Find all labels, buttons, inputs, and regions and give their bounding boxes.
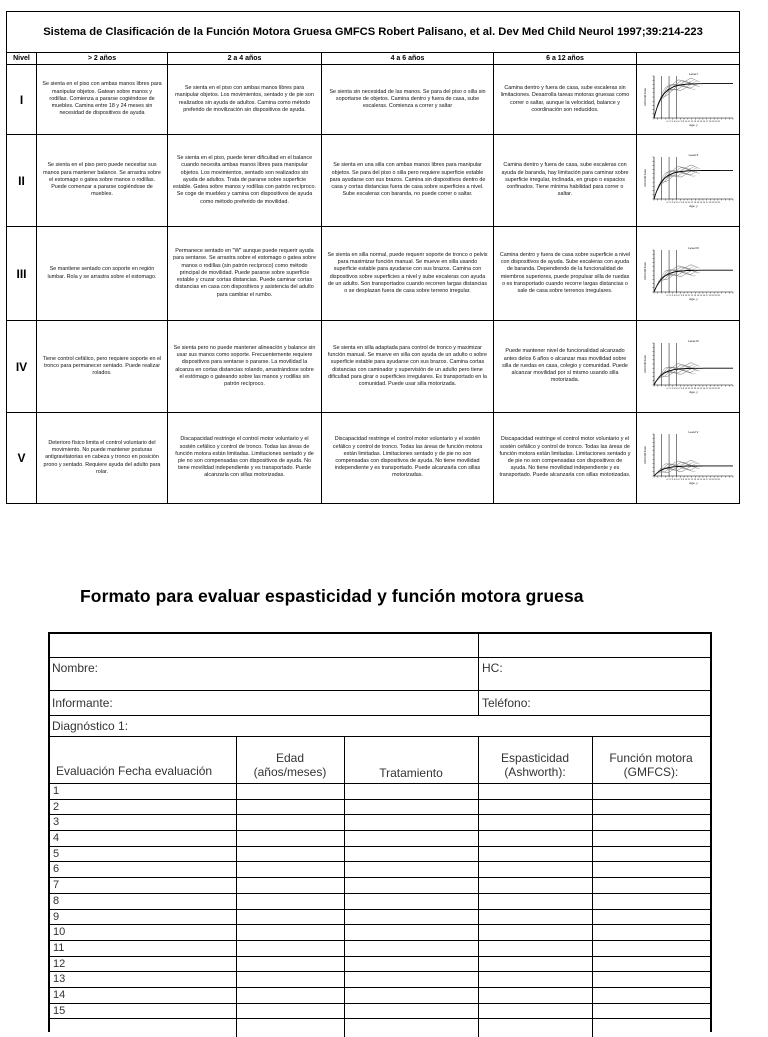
evaluation-row — [50, 957, 710, 973]
level-1-growth-chart — [637, 65, 740, 135]
chart-trajectory — [658, 87, 691, 107]
chart-y-label: GMFM-66 Score — [644, 261, 647, 280]
level-1-age-4-6: Se sienta sin necesidad de las manos. Se para del piso o silla sin soportarse de objetos. Camina dentro y fuera de casa, sube escaleras. Comienza a correr y saltar — [322, 65, 494, 135]
evaluation-row-number: 2 — [53, 800, 60, 813]
col-tratamiento: Tratamiento — [379, 766, 443, 780]
level-1-age-6-12: Camina dentro y fuera de casa, sube escaleras sin limitaciones. Desarrolla tareas motoras gruesas como correr o saltar, aunque la velocidad, balance y coordinación son reducidos. — [494, 65, 637, 135]
diagnostico-label: Diagnóstico 1: — [52, 719, 129, 733]
chart-level-label: Level I — [689, 71, 698, 76]
col-espasticidad: Espasticidad (Ashworth): — [500, 751, 570, 779]
header-chart — [637, 53, 740, 65]
evaluation-row — [50, 988, 710, 1004]
growth-curve-chart — [640, 151, 736, 211]
hc-label: HC: — [482, 661, 503, 675]
telefono-label: Teléfono: — [482, 696, 531, 710]
header-age-4-6: 4 a 6 años — [322, 53, 494, 65]
form-nombre-row — [50, 658, 710, 691]
gmfcs-row-level-3 — [7, 227, 740, 321]
level-label: IV — [7, 321, 37, 413]
chart-x-label: Age, y — [689, 122, 698, 127]
chart-x-label: Age, y — [689, 481, 698, 485]
evaluation-row-number: 9 — [53, 910, 60, 923]
level-2-age-0-2: Se sienta en el piso pero puede necesitar sus manos para mantener balance. Se arrastra sobre el estomago o gatea sobre manos o rodillas. Puede comenzar a pararse cogiéndose de muebles. — [37, 135, 168, 227]
evaluation-row-number: 1 — [53, 785, 60, 797]
gmfcs-table — [6, 11, 740, 504]
informante-label: Informante: — [52, 696, 113, 710]
evaluation-row — [50, 847, 710, 863]
level-3-age-6-12: Camina dentro y fuera de casa sobre superficie a nivel con dispositivos de ayuda. Sube escaleras con ayuda de baranda. Dependiendo de la funcionalidad de miembros superiores, puede propulsar silla de ruedas o es transportado cuando recorre largas distancias o sale de casa sobre terrenos irregulares. — [494, 227, 637, 321]
evaluation-row — [50, 910, 710, 926]
evaluation-row-number: 8 — [53, 894, 60, 907]
evaluation-row — [50, 815, 710, 831]
header-age-0-2: > 2 años — [37, 53, 168, 65]
level-label: II — [7, 135, 37, 227]
level-4-growth-chart — [637, 321, 740, 413]
evaluation-row-number: 13 — [53, 973, 66, 986]
evaluation-row — [50, 784, 710, 800]
chart-y-label: GMFM-66 Score — [644, 446, 647, 464]
evaluation-row — [50, 1004, 710, 1020]
chart-x-label: Age, y — [689, 389, 698, 394]
chart-x-label: Age, y — [689, 296, 698, 301]
level-4-age-4-6: Se sienta en silla adaptada para control de tronco y maximizar función manual. Se mueve en silla con ayuda de un adulto o sobre superficie estable para ayudarse con sus brazos. Camina cortas distancias con caminador y supervisión de un adulto pero tiene dificultad para girar o superficies irregulares. Es transportado en la comunidad. Puede usar silla motorizada. — [322, 321, 494, 413]
evaluation-row-number: 5 — [53, 847, 60, 860]
evaluation-row-number: 11 — [53, 941, 65, 954]
evaluation-row-number: 14 — [53, 988, 66, 1001]
col-edad: Edad (años/meses) — [253, 751, 327, 779]
evaluation-row-number: 7 — [53, 879, 60, 892]
level-4-age-6-12: Puede mantener nivel de funcionalidad alcanzado antes delos 6 años o alcanzar mas movilidad sobre silla de ruedas en casa, colegio y comunidad. Puede alcanzar movilidad por sí mismo usando silla motorizada. — [494, 321, 637, 413]
chart-tick-labels: 0 1 2 3 4 5 6 7 8 9 10 11 12 13 14 15 16 17 18 19 20 21 — [666, 479, 721, 481]
level-5-age-0-2: Deterioro físico limita el control voluntario del movimiento. No puede mantener posturas antigravitatorias en cabeza y tronco en posición prono y sentado. Requiere ayuda del adulto para rolar. — [37, 413, 168, 504]
level-3-age-0-2: Se mantiene sentado con soporte en región lumbar. Rola y se arrastra sobre el estomago. — [37, 227, 168, 321]
chart-mean-curve — [654, 83, 733, 117]
gmfcs-row-level-1 — [7, 65, 740, 135]
growth-curve-chart — [640, 244, 736, 304]
col-evaluacion: Evaluación Fecha evaluación — [56, 764, 213, 778]
evaluation-row — [50, 878, 710, 894]
nombre-label: Nombre: — [52, 661, 99, 675]
chart-trajectory — [662, 266, 695, 278]
evaluation-row-number: 3 — [53, 816, 60, 829]
level-5-age-6-12: Discapacidad restringe el control motor voluntario y el sostén cefálico y control de tronco. Todas las áreas de función motora están limitadas. Limitaciones sentado y de pie no son compensadas con dispositivos de ayuda. No tiene movilidad independiente y es transportado. Puede alcanzarla con sillas motorizadas. — [494, 413, 637, 504]
chart-x-label: Age, y — [689, 203, 698, 208]
level-3-growth-chart — [637, 227, 740, 321]
gmfcs-header-row — [7, 53, 740, 65]
evaluation-row-number: 10 — [53, 926, 66, 939]
chart-y-label: GMFM-66 Score — [644, 87, 647, 106]
level-2-age-4-6: Se sienta en una silla con ambas manos libres para manipular objetos. Se para del piso o silla pero requiere superficie estable para ayudarse con sus brazos. Camina sin dispositivos dentro de casa y cortas distancias fuera de casa sobre superficies a nivel. Sube escaleras con baranda, no puede correr o saltar. — [322, 135, 494, 227]
evaluation-row — [50, 894, 710, 910]
evaluation-form — [48, 632, 712, 1032]
level-5-age-2-4: Discapacidad restringe el control motor voluntario y el sostén cefálico y control de tronco. Todas las áreas de función motora están limitadas. Limitaciones sentado y de pie no son compensadas con dispositivos de ayuda. No tiene movilidad independiente y es transportado. Puede alcanzarla con sillas motorizadas. — [168, 413, 322, 504]
form-informante-row — [50, 691, 710, 716]
chart-trajectory — [658, 174, 691, 190]
evaluation-row-number: 4 — [53, 832, 60, 845]
gmfcs-row-level-5 — [7, 413, 740, 504]
level-5-growth-chart — [637, 413, 740, 504]
level-2-growth-chart — [637, 135, 740, 227]
col-funcion-motora: Función motora (GMFCS): — [609, 751, 693, 779]
level-4-age-2-4: Se sienta pero no puede mantener alineación y balance sin usar sus manos como soporte. Frecuentemente requiere dispositivos para sentarse o pararse. La movilidad la alcanza en cortas distancias rolando, arrastrándose sobre el estómago o gateando sobre las manos y rodillas sin patrón recíproco. — [168, 321, 322, 413]
header-age-6-12: 6 a 12 años — [494, 53, 637, 65]
chart-y-label: GMFM-66 Score — [644, 168, 647, 187]
chart-level-label: Level III — [688, 245, 699, 250]
chart-level-label: Level II — [688, 152, 699, 157]
chart-trajectory — [662, 79, 695, 95]
level-1-age-0-2: Se sienta en el piso con ambas manos libres para manipular objetos. Gatean sobre manos y rodillas. Comienza a pararse cogiéndose de muebles. Camina entre 18 y 24 meses sin necesidad de dispositivos de ayuda — [37, 65, 168, 135]
level-2-age-6-12: Camina dentro y fuera de casa, sube escaleras con ayuda de baranda, hay limitación para caminar sobre superficie irregular, inclinada, en grupo o espacios confinados. Tiene mínima habilidad para correr o saltar. — [494, 135, 637, 227]
gmfcs-row-level-2 — [7, 135, 740, 227]
chart-tick-labels: 0 1 2 3 4 5 6 7 8 9 10 11 12 13 14 15 16 17 18 19 20 21 — [666, 120, 721, 123]
level-5-age-4-6: Discapacidad restringe el control motor voluntario y el sostén cefálico y control de tronco. Todas las áreas de función motora están limitadas. Limitaciones sentado y de pie no son compensadas con dispositivos de ayuda. No tiene movilidad independiente y es transportado. Puede alcanzarla con sillas motorizadas. — [322, 413, 494, 504]
evaluation-row — [50, 925, 710, 941]
gmfcs-row-level-4 — [7, 321, 740, 413]
level-3-age-2-4: Permanece sentado en "W" aunque puede requerir ayuda para sentarse. Se arrastra sobre el estomago o gatea sobre manos o rodillas (sin patrón recíproco) como método principal de movilidad. Puede pararse sobre superficie estable y cruzar cortas distancias. Puede caminar cortas distancias en casa con dispositivos y asistencia del adulto para cambiar el rumbo. — [168, 227, 322, 321]
form-title: Formato para evaluar espasticidad y función motora gruesa — [80, 586, 584, 606]
level-label: I — [7, 65, 37, 135]
evaluation-row-number: 15 — [53, 1004, 66, 1017]
growth-curve-chart — [640, 337, 736, 397]
level-2-age-2-4: Se sienta en el piso, puede tener dificultad en el balance cuando necesita ambas manos libres para manipular objetos. Los movimientos, sentado son realizados sin ayuda de adultos. Trata de pararse sobre superficie estable. Gatea sobre manos y rodillas con patrón recíproco. Se coge de muebles y camina con dispositivos de ayuda como método preferido de movilidad. — [168, 135, 322, 227]
evaluation-rows — [50, 784, 710, 1019]
chart-tick-labels: 0 1 2 3 4 5 6 7 8 9 10 11 12 13 14 15 16 17 18 19 20 21 — [666, 201, 721, 204]
evaluation-row — [50, 941, 710, 957]
level-1-age-2-4: Se sienta en el piso con ambas manos libres para manipular objetos. Los movimientos, sentado y de pie son realizados sin ayuda de adultos. Camina como método preferido de movilización sin dispositivos de ayuda. — [168, 65, 322, 135]
form-divider-hc — [478, 634, 479, 716]
level-4-age-0-2: Tiene control cefálico, pero requiere soporte en el tronco para permanecer sentado. Puede realizar rolados. — [37, 321, 168, 413]
chart-tick-labels: 0 1 2 3 4 5 6 7 8 9 10 11 12 13 14 15 16 17 18 19 20 21 — [666, 387, 721, 390]
header-age-2-4: 2 a 4 años — [168, 53, 322, 65]
chart-level-label: Level IV — [688, 338, 699, 343]
evaluation-row — [50, 972, 710, 988]
chart-tick-labels: 0 1 2 3 4 5 6 7 8 9 10 11 12 13 14 15 16 17 18 19 20 21 — [666, 294, 721, 297]
level-3-age-4-6: Se sienta en silla normal, puede requerir soporte de tronco o pelvis para maximizar función manual. Se mueve en silla usando superficie estable para ayudarse con sus brazos. Camina con dispositivos sobre superficies a nivel y sube escaleras con ayuda de un adulto. Son transportados cuando recorren largas distancias o se desplazan fuera de casa sobre terreno irregular. — [322, 227, 494, 321]
form-diagnostico-row — [50, 716, 710, 737]
header-nivel: Nivel — [7, 53, 37, 65]
evaluation-row — [50, 800, 710, 816]
evaluation-row-number: 12 — [53, 957, 66, 970]
chart-mean-curve — [654, 270, 733, 292]
chart-y-label: GMFM-66 Score — [644, 354, 647, 373]
level-label: V — [7, 413, 37, 504]
gmfcs-title: Sistema de Clasificación de la Función Motora Gruesa GMFCS Robert Palisano, et al. Dev Med Child Neurol 1997;39:214-223 — [7, 12, 740, 53]
growth-curve-chart — [640, 428, 736, 488]
evaluation-row — [50, 862, 710, 878]
growth-curve-chart — [640, 70, 736, 130]
evaluation-row — [50, 831, 710, 847]
form-top-spacer — [50, 634, 710, 658]
level-label: III — [7, 227, 37, 321]
evaluation-row-number: 6 — [53, 863, 60, 876]
chart-level-label: Level V — [688, 430, 699, 434]
